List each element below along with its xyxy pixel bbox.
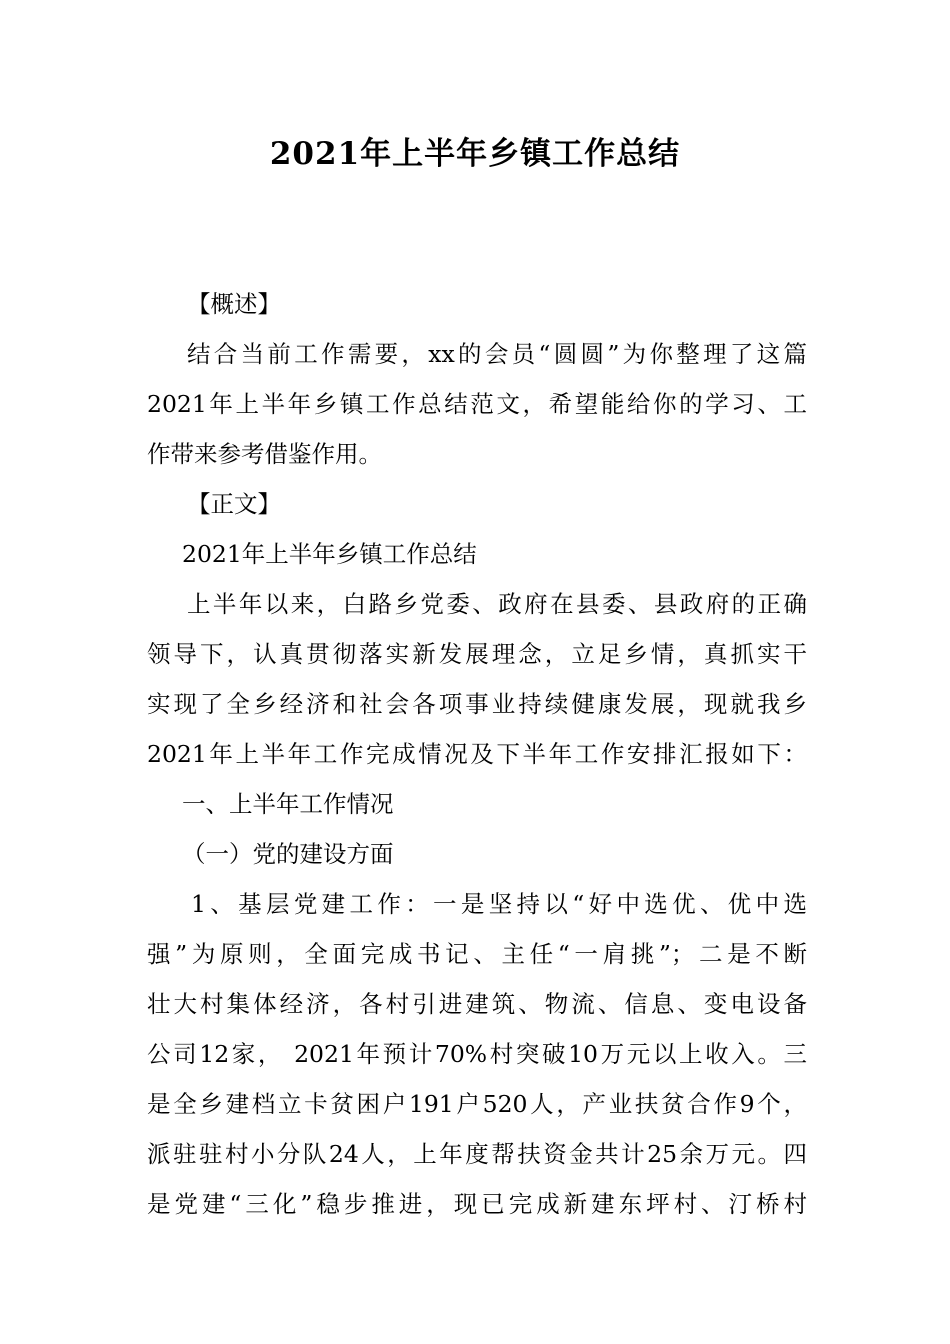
paragraph-line: 作带来参考借鉴作用。 — [147, 440, 382, 468]
paragraph-line: 1、基层党建工作：一是坚持以“好中选优、优中选 — [191, 890, 807, 918]
section-heading-main-text: 【正文】 — [187, 490, 281, 518]
paragraph-line: 壮大村集体经济，各村引进建筑、物流、信息、变电设备 — [147, 990, 807, 1018]
section-heading-overview: 【概述】 — [187, 290, 281, 318]
paragraph-line: 上半年以来，白路乡党委、政府在县委、县政府的正确 — [187, 590, 807, 618]
paragraph-line: 是党建“三化”稳步推进，现已完成新建东坪村、汀桥村 — [147, 1190, 807, 1218]
section-heading-level2: （一）党的建设方面 — [182, 840, 394, 868]
paragraph-line: 2021年上半年工作完成情况及下半年工作安排汇报如下： — [147, 740, 807, 768]
paragraph-line: 派驻驻村小分队24人，上年度帮扶资金共计25余万元。四 — [147, 1140, 807, 1168]
paragraph-line: 2021年上半年乡镇工作总结范文，希望能给你的学习、工 — [147, 390, 807, 418]
document-body — [147, 279, 807, 1229]
paragraph-line: 强”为原则，全面完成书记、主任“一肩挑”；二是不断 — [147, 940, 807, 968]
paragraph-line: 是全乡建档立卡贫困户191户520人，产业扶贫合作9个， — [147, 1090, 807, 1118]
paragraph-line: 实现了全乡经济和社会各项事业持续健康发展，现就我乡 — [147, 690, 807, 718]
section-heading-level1: 一、上半年工作情况 — [182, 790, 394, 818]
paragraph-line: 结合当前工作需要，xx的会员“圆圆”为你整理了这篇 — [187, 340, 807, 368]
paragraph-line: 领导下，认真贯彻落实新发展理念，立足乡情，真抓实干 — [147, 640, 807, 668]
document-title: 2021年上半年乡镇工作总结 — [269, 136, 681, 172]
paragraph-line: 公司12家， 2021年预计70%村突破10万元以上收入。三 — [147, 1040, 807, 1068]
subtitle-line: 2021年上半年乡镇工作总结 — [182, 540, 477, 568]
